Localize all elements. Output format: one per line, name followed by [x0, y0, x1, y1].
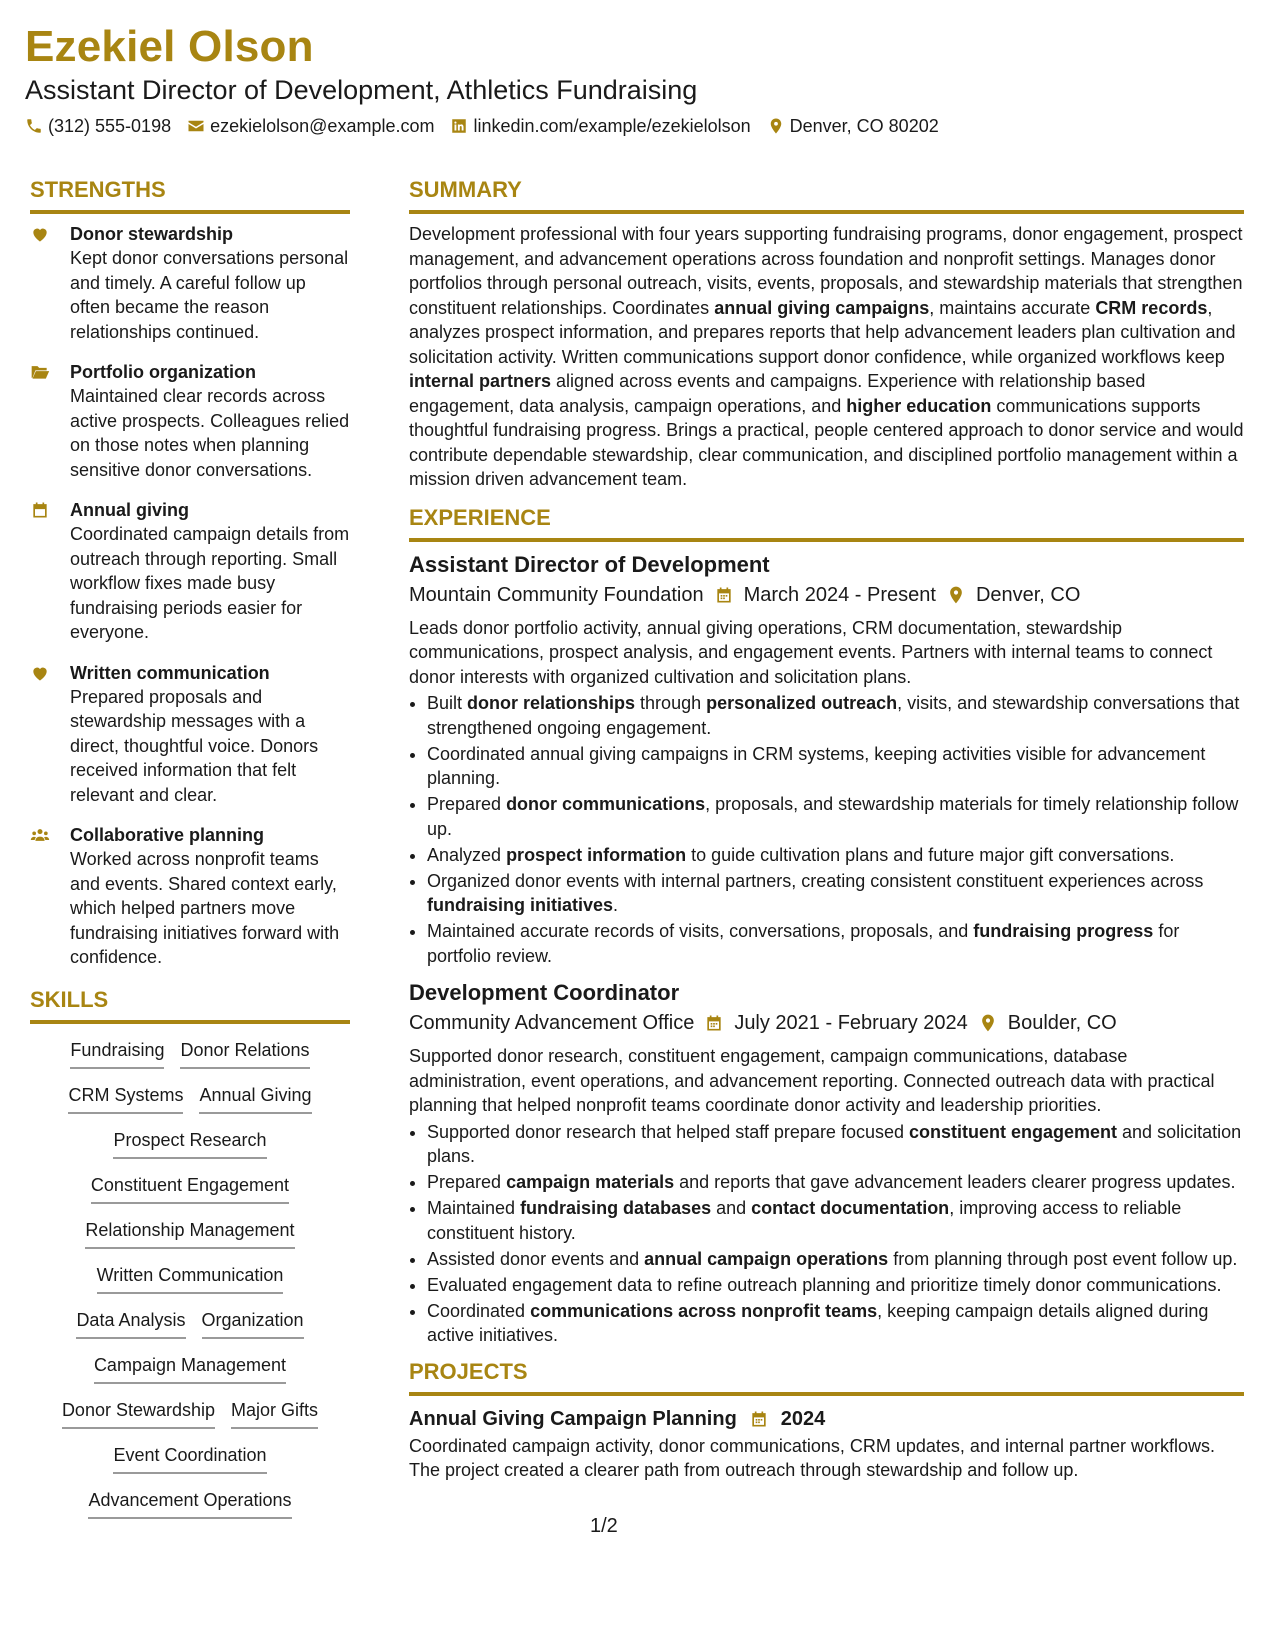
job-description: Leads donor portfolio activity, annual giving operations, CRM documentation, stewardship communications, prospect analysis, and engagement events. Partners with internal teams to connect donor interests with organized cultivation and solicitation plans.: [409, 617, 1213, 687]
skill-tag: Major Gifts: [231, 1398, 318, 1429]
emphasis-text: higher education: [846, 395, 992, 416]
text-segment: Coordinated annual giving campaigns in CRM systems, keeping activities visible for advancement planning.: [427, 743, 1206, 788]
strength-title: Donor stewardship: [70, 224, 234, 244]
text-segment: and reports that gave advancement leaders clearer progress updates.: [674, 1172, 1236, 1192]
phone-text: (312) 555-0198: [48, 116, 172, 136]
strength-body: [70, 222, 350, 344]
skill-tag: CRM Systems: [68, 1083, 183, 1114]
bullet-item: [427, 1196, 1244, 1245]
emphasis-text: annual giving campaigns: [714, 297, 930, 318]
text-segment: through: [635, 693, 707, 713]
text-segment: .: [613, 895, 619, 915]
strength-body: [70, 498, 350, 645]
map-pin-icon: [978, 1013, 998, 1033]
strength-title: Written communication: [70, 662, 270, 683]
strength-title: Annual giving: [70, 500, 189, 520]
strength-item: [30, 222, 350, 344]
project-title-row: [409, 1404, 1244, 1434]
contact-bar: [25, 112, 1245, 140]
strength-item: [30, 498, 350, 645]
text-segment: Supported donor research that helped staff prepare focused: [427, 1121, 909, 1142]
skill-tag: Constituent Engagement: [91, 1173, 289, 1204]
text-segment: , maintains accurate: [929, 297, 1096, 318]
job-bullets: [409, 691, 1244, 968]
skill-tag: Campaign Management: [94, 1353, 286, 1384]
emphasis-text: donor relationships: [467, 693, 636, 713]
strength-icon-wrap: [30, 661, 70, 808]
project-description: Coordinated campaign activity, donor communications, CRM updates, and internal partner workflows. The project created a clearer path from outreach through stewardship and follow up.: [409, 1435, 1216, 1480]
emphasis-text: annual campaign operations: [644, 1248, 889, 1269]
job-bullets: [409, 1120, 1244, 1348]
text-segment: Analyzed: [427, 844, 507, 865]
map-pin-icon: [767, 117, 785, 135]
job-meta: [409, 1008, 1244, 1038]
job-dates: March 2024 - Present: [743, 583, 936, 606]
strength-item: [30, 823, 350, 970]
skill-tag: Advancement Operations: [88, 1488, 291, 1519]
emphasis-text: fundraising initiatives: [427, 895, 614, 915]
job-meta: [409, 580, 1244, 610]
emphasis-text: prospect information: [506, 844, 687, 865]
bullet-item: [427, 1247, 1244, 1272]
strengths-list: [30, 222, 350, 970]
text-segment: aligned across events and campaigns. Experience with relationship based engagement, data analysis, campaign operations, and: [409, 371, 1146, 416]
job-title: Development Coordinator: [409, 980, 680, 1005]
text-segment: , keeping campaign details aligned during active initiatives.: [427, 1300, 1209, 1345]
emphasis-text: campaign materials: [506, 1172, 675, 1192]
strength-icon-wrap: [30, 823, 70, 970]
strength-icon-wrap: [30, 222, 70, 344]
summary-text: [409, 222, 1244, 492]
text-segment: Development professional with four years supporting fundraising programs, donor engagement, prospect management, and advancement operations across foundation and nonprofit settings. Manages donor portfolios through personal outreach, visits, events, proposals, and stewardship materials that strengthen constituent relationships. Coordinates: [409, 224, 1243, 318]
strengths-heading: STRENGTHS: [30, 176, 350, 214]
strength-body: [70, 360, 350, 482]
calendar-outline-icon: [704, 1013, 724, 1033]
skill-tag: Prospect Research: [113, 1128, 266, 1159]
skills-heading: SKILLS: [30, 986, 350, 1024]
right-column: [409, 176, 1244, 1483]
linkedin-icon: [450, 117, 468, 135]
job-dates: July 2021 - February 2024: [734, 1012, 968, 1034]
job-title: Assistant Director of Development: [409, 551, 770, 577]
strength-description: Coordinated campaign details from outreach through reporting. Small workflow fixes made busy fundraising periods easier for everyone.: [70, 524, 350, 642]
text-segment: for portfolio review.: [427, 921, 1180, 966]
text-segment: and: [711, 1198, 752, 1218]
text-segment: , visits, and stewardship conversations that strengthened ongoing engagement.: [427, 693, 1240, 738]
skill-tag: Relationship Management: [85, 1218, 294, 1249]
bullet-item: [427, 1170, 1244, 1195]
skills-row: [30, 1128, 350, 1159]
text-segment: Built: [427, 693, 468, 713]
emphasis-text: internal partners: [409, 371, 552, 391]
skills-row: [30, 1443, 350, 1474]
skills-row: [30, 1173, 350, 1204]
page-number: 1/2: [590, 1515, 618, 1537]
bullet-item: [427, 1299, 1244, 1348]
text-segment: Assisted donor events and: [427, 1248, 645, 1269]
strength-body: [70, 823, 350, 970]
skill-tag: Organization: [202, 1308, 304, 1339]
skills-row: [30, 1038, 350, 1069]
text-segment: Organized donor events with internal partners, creating consistent constituent experiences across: [427, 870, 1204, 891]
calendar-icon: [30, 500, 50, 520]
text-segment: Maintained: [427, 1198, 521, 1218]
skill-tag: Event Coordination: [113, 1443, 266, 1474]
left-column: [30, 176, 350, 1519]
calendar-outline-icon: [749, 1409, 769, 1429]
strength-item: [30, 360, 350, 482]
linkedin-text: linkedin.com/example/ezekielolson: [473, 116, 751, 136]
experience-list: [409, 550, 1244, 1348]
emphasis-text: donor communications: [506, 794, 706, 814]
job-location: Boulder, CO: [1007, 1012, 1117, 1034]
job-location: Denver, CO: [975, 583, 1081, 606]
contact-location: [767, 112, 939, 140]
project-entry: [409, 1404, 1244, 1483]
strength-icon-wrap: [30, 360, 70, 482]
emphasis-text: CRM records: [1095, 297, 1208, 318]
candidate-name: Ezekiel Olson: [25, 22, 314, 71]
text-segment: Coordinated: [427, 1300, 531, 1321]
bullet-item: [427, 919, 1244, 968]
contact-email[interactable]: [187, 112, 434, 140]
strength-description: Worked across nonprofit teams and events. Shared context early, which helped partners move fundraising initiatives forward with confidence.: [70, 849, 340, 967]
skill-tag: Written Communication: [97, 1263, 284, 1294]
skill-tag: Annual Giving: [199, 1083, 311, 1114]
text-segment: , proposals, and stewardship materials for timely relationship follow up.: [427, 794, 1239, 839]
strength-description: Maintained clear records across active prospects. Colleagues relied on those notes when planning sensitive donor conversations.: [70, 386, 350, 480]
emphasis-text: fundraising databases: [520, 1198, 712, 1218]
contact-linkedin[interactable]: [450, 112, 750, 140]
emphasis-text: fundraising progress: [973, 921, 1154, 941]
skill-tag: Donor Stewardship: [62, 1398, 215, 1429]
job-description: Supported donor research, constituent engagement, campaign communications, database administration, event operations, and advancement reporting. Connected outreach data with practical planning that helped nonprofit teams coordinate donor activity and leadership priorities.: [409, 1046, 1215, 1115]
map-pin-icon: [946, 585, 966, 605]
strength-description: Prepared proposals and stewardship messages with a direct, thoughtful voice. Donors received information that felt relevant and clear.: [70, 686, 319, 805]
skills-row: [30, 1398, 350, 1429]
skill-tag: Data Analysis: [76, 1308, 185, 1339]
skills-row: [30, 1218, 350, 1249]
candidate-headline: Assistant Director of Development, Athletics Fundraising: [25, 75, 698, 105]
heart-icon: [30, 663, 50, 683]
bullet-item: [427, 742, 1244, 791]
resume-header: [25, 20, 1245, 140]
strength-description: Kept donor conversations personal and timely. A careful follow up often became the reason relationships continued.: [70, 248, 349, 342]
text-segment: Prepared: [427, 1172, 507, 1192]
text-segment: Evaluated engagement data to refine outreach planning and prioritize timely donor communications.: [427, 1274, 1222, 1295]
calendar-outline-icon: [714, 585, 734, 605]
text-segment: from planning through post event follow up.: [888, 1248, 1238, 1269]
bullet-item: [427, 869, 1244, 918]
strength-title: Portfolio organization: [70, 362, 256, 382]
project-year: 2024: [780, 1407, 826, 1430]
job-entry: [409, 550, 1244, 969]
email-text: ezekielolson@example.com: [210, 116, 435, 136]
job-entry: [409, 978, 1244, 1348]
text-segment: Maintained accurate records of visits, conversations, proposals, and: [427, 921, 974, 941]
job-company: Community Advancement Office: [409, 1012, 695, 1034]
text-segment: Prepared: [427, 794, 507, 814]
skills-row: [30, 1263, 350, 1294]
projects-list: [409, 1404, 1244, 1483]
text-segment: , analyzes prospect information, and prepares reports that help advancement leaders plan cultivation and solicitation activity. Written communications support donor confidence, while organized workflows keep: [409, 297, 1236, 367]
contact-phone[interactable]: [25, 112, 171, 140]
folder-open-icon: [30, 362, 50, 382]
skills-list: [30, 1038, 350, 1519]
strength-item: [30, 661, 350, 808]
emphasis-text: personalized outreach: [706, 693, 898, 713]
text-segment: and solicitation plans.: [427, 1121, 1242, 1166]
text-segment: communications supports thoughtful fundraising progress. Brings a practical, people centered approach to donor service and would contribute dependable stewardship, clear communication, and disciplined portfolio management within a mission driven advancement team.: [409, 395, 1244, 489]
strength-icon-wrap: [30, 498, 70, 645]
location-text: Denver, CO 80202: [789, 116, 939, 136]
bullet-item: [427, 1120, 1244, 1169]
experience-heading: EXPERIENCE: [409, 504, 1244, 542]
text-segment: , improving access to reliable constituent history.: [427, 1198, 1182, 1243]
projects-heading: PROJECTS: [409, 1358, 1244, 1396]
emphasis-text: contact documentation: [751, 1198, 950, 1218]
bullet-item: [427, 1273, 1244, 1298]
emphasis-text: communications across nonprofit teams: [530, 1300, 878, 1321]
skills-row: [30, 1308, 350, 1339]
emphasis-text: constituent engagement: [909, 1121, 1118, 1142]
skills-row: [30, 1353, 350, 1384]
project-title: Annual Giving Campaign Planning: [409, 1407, 737, 1430]
text-segment: to guide cultivation plans and future major gift conversations.: [686, 844, 1175, 865]
skill-tag: Fundraising: [70, 1038, 164, 1069]
skills-row: [30, 1083, 350, 1114]
strength-title: Collaborative planning: [70, 825, 265, 845]
bullet-item: [427, 843, 1244, 868]
bullet-item: [427, 792, 1244, 841]
strength-body: [70, 661, 350, 808]
skills-row: [30, 1488, 350, 1519]
summary-heading: SUMMARY: [409, 176, 1244, 214]
phone-icon: [25, 117, 43, 135]
users-icon: [30, 825, 50, 845]
heart-icon: [30, 224, 50, 244]
bullet-item: [427, 691, 1244, 740]
envelope-icon: [187, 117, 205, 135]
skill-tag: Donor Relations: [180, 1038, 309, 1069]
job-company: Mountain Community Foundation: [409, 583, 704, 606]
